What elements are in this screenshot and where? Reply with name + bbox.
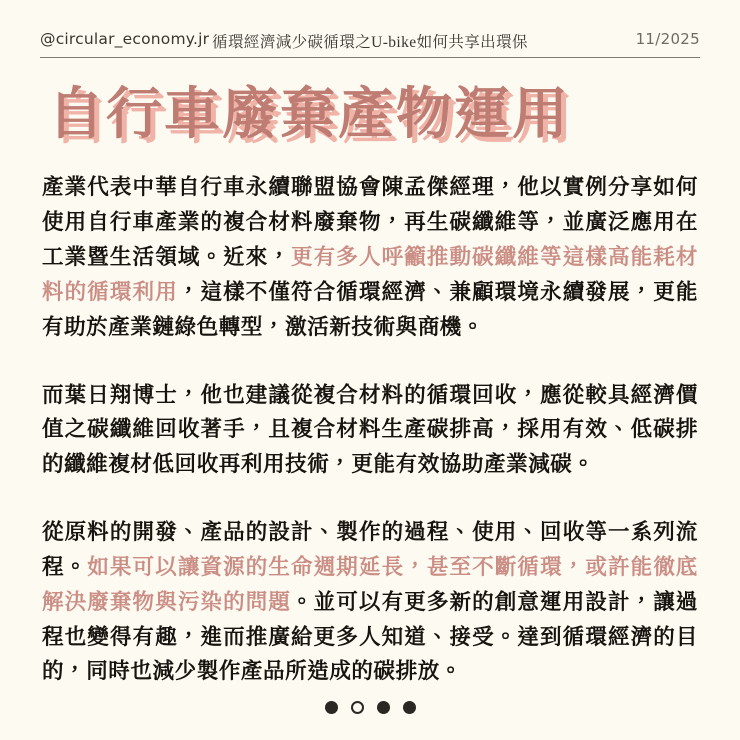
article-body [42, 170, 698, 701]
paragraph-2 [42, 378, 698, 482]
highlighted-text: 更有多人呼籲推動碳纖維等這樣高能耗材料的循環利用 [42, 245, 698, 304]
body-text: 而葉日翔博士，他 [42, 382, 224, 407]
pagination-dot[interactable] [351, 701, 364, 714]
emphasized-text: 也 [64, 624, 88, 649]
emphasized-text: 也 [130, 659, 153, 684]
slide-topic: 循環經濟減少碳循環之U-bike如何共享出環保 [212, 34, 528, 51]
account-handle: @circular_economy.jr [40, 30, 210, 48]
slide-date: 11/2025 [635, 30, 700, 48]
body-text: 產業代表中華自行車永續聯盟協會陳孟傑經理，他以實例分享如何使用自行車產業的複合材料廢棄物，再生碳纖維等，並廣泛應用在工業暨生活領域。近來， [42, 175, 698, 270]
pagination-dot[interactable] [325, 701, 338, 714]
body-text: 建議從複合材料的循環回收，應從較具經濟價值之碳纖維回收著手，且複合材料生產碳排高，採用有效、低碳排的纖維複材低回收再利用技術，更能有效協助產業減碳。 [42, 382, 698, 477]
page-title: 自行車廢棄產物運用 [48, 81, 570, 147]
highlighted-text: 如果可以讓資源的生命週期延長，甚至不斷循環，或許能徹底解決廢棄物與污染的問題 [42, 554, 698, 614]
body-text: 變得有趣，進而推廣給更多人知道、接受。達到循環經濟的目的，同時 [42, 624, 698, 684]
title-block [48, 81, 740, 147]
body-text: 從原料的開發、產品的設計、製作的過程、使用、回收等一系列流程。 [42, 520, 698, 579]
body-text: ，這樣不僅符合循環經濟、兼顧環境永續發展，更能有助於產業鏈綠色轉型，激活新技術與商機。 [42, 279, 698, 339]
paragraph-3 [42, 515, 698, 689]
pagination-dot[interactable] [403, 701, 416, 714]
body-text: 減少製作產品所造成的碳排放。 [152, 659, 462, 684]
slide-header [40, 0, 700, 58]
body-text: 。並可以有更多新的創意運用設計，讓過程 [42, 589, 698, 649]
paragraph-1 [42, 170, 698, 344]
emphasized-text: 也 [223, 382, 246, 407]
pagination-dots[interactable] [0, 701, 740, 740]
pagination-dot[interactable] [377, 701, 390, 714]
